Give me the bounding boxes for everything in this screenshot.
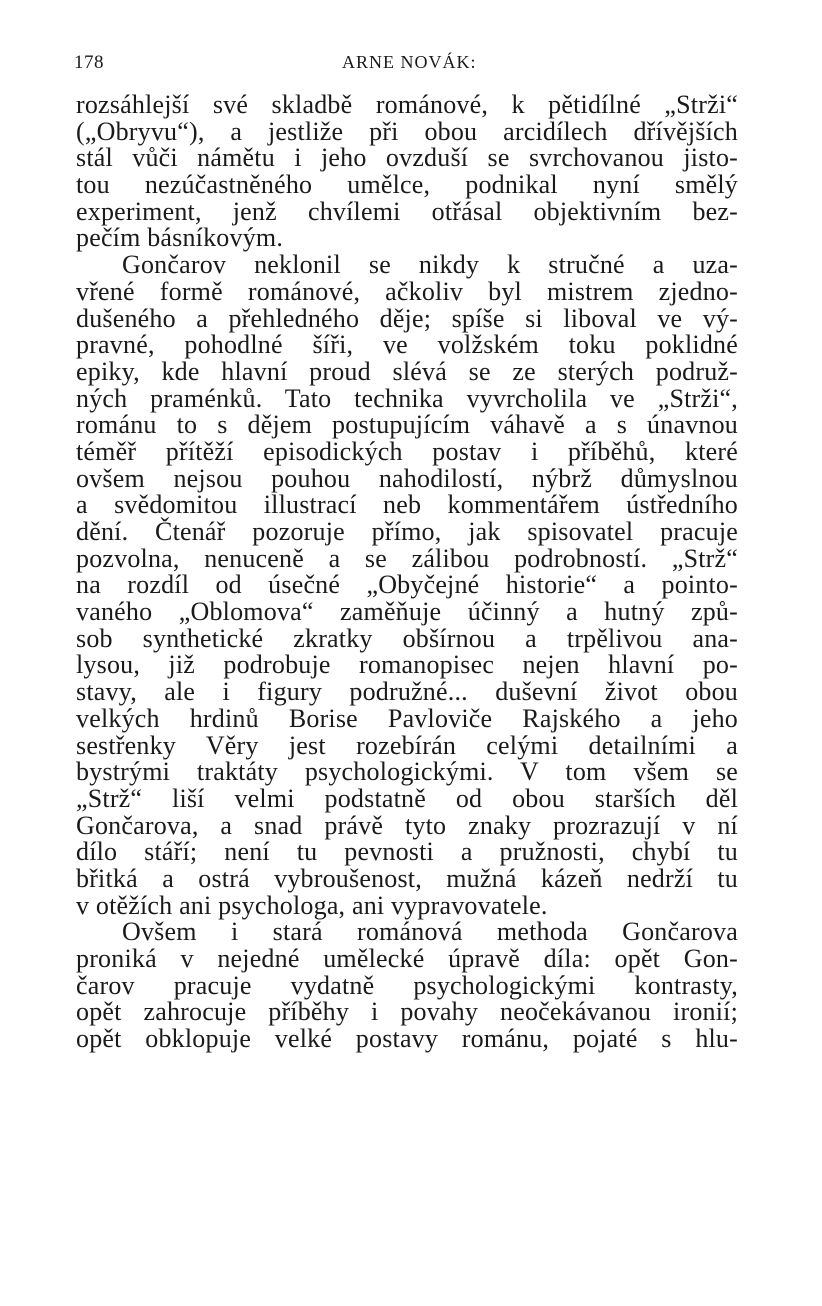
text-line: břitká a ostrá vybroušenost, mužná kázeň nedrží tu xyxy=(76,863,738,893)
text-line: téměř přítěží episodických postav i příběhů, které xyxy=(76,436,738,466)
text-line: velkých hrdinů Borise Pavloviče Rajského a jeho xyxy=(76,703,738,733)
text-line: ných praménků. Tato technika vyvrcholila ve „Strži“, xyxy=(76,383,738,413)
text-line: stavy, ale i figury podružné... duševní život obou xyxy=(76,677,738,707)
text-line: opět obklopuje velké postavy románu, pojaté s hlu- xyxy=(76,1024,738,1054)
text-line: („Obryvu“), a jestliže při obou arcidílech dřívějších xyxy=(76,116,738,146)
text-line: sestřenky Věry jest rozebírán celými detailními a xyxy=(76,730,738,760)
text-line: opět zahrocuje příběhy i povahy neočekávanou ironií; xyxy=(76,997,738,1027)
page-number: 178 xyxy=(74,52,104,73)
text-line: dílo stáří; není tu pevnosti a pružnosti, chybí tu xyxy=(76,837,738,867)
text-line: Gončarova, a snad právě tyto znaky prozrazují v ní xyxy=(76,810,738,840)
text-line: Gončarov neklonil se nikdy k stručné a uza- xyxy=(122,250,738,280)
body-text xyxy=(76,92,738,1053)
text-line: tou nezúčastněného umělce, podnikal nyní smělý xyxy=(76,170,738,200)
text-line: „Strž“ liší velmi podstatně od obou starších děl xyxy=(76,783,738,813)
text-line: rozsáhlejší své skladbě románové, k pětidílné „Strži“ xyxy=(76,90,738,119)
text-line: vaného „Oblomova“ zaměňuje účinný a hutný způ- xyxy=(76,597,738,627)
text-line: pravné, pohodlné šíři, ve volžském toku poklidné xyxy=(76,330,738,360)
text-line: čarov pracuje vydatně psychologickými kontrasty, xyxy=(76,970,738,1000)
text-line: a svědomitou illustrací neb kommentářem ústředního xyxy=(76,490,738,520)
text-line: sob synthetické zkratky obšírnou a trpělivou ana- xyxy=(76,623,738,653)
text-line: proniká v nejedné umělecké úpravě díla: opět Gon- xyxy=(76,944,738,973)
text-line: stál vůči námětu i jeho ovzduší se svrchovanou jisto- xyxy=(76,143,738,173)
text-line: vřené formě románové, ačkoliv byl mistrem zjedno- xyxy=(76,276,738,306)
text-line: na rozdíl od úsečné „Obyčejné historie“ a pointo- xyxy=(76,570,738,600)
text-line: lysou, již podrobuje romanopisec nejen hlavní po- xyxy=(76,650,738,680)
text-line: románu to s dějem postupujícím váhavě a s únavnou xyxy=(76,410,738,440)
text-line: epiky, kde hlavní proud slévá se ze sterých podruž- xyxy=(76,356,738,386)
text-line: pečím básníkovým. xyxy=(76,223,284,253)
running-head: ARNE NOVÁK: xyxy=(342,52,477,72)
text-line: ovšem nejsou pouhou nahodilostí, nýbrž důmyslnou xyxy=(76,463,738,493)
text-line: pozvolna, nenuceně a se zálibou podrobností. „Strž“ xyxy=(76,543,738,573)
text-line: experiment, jenž chvílemi otřásal objektivním bez- xyxy=(76,196,738,226)
text-line: v otěžích ani psychologa, ani vypravovatele. xyxy=(76,890,548,920)
text-line: Ovšem i stará románová methoda Gončarova xyxy=(122,917,738,947)
page-header xyxy=(74,52,746,82)
text-line: dušeného a přehledného děje; spíše si liboval ve vý- xyxy=(76,303,738,333)
text-line: bystrými traktáty psychologickými. V tom všem se xyxy=(76,757,738,787)
text-line: dění. Čtenář pozoruje přímo, jak spisovatel pracuje xyxy=(76,517,738,546)
